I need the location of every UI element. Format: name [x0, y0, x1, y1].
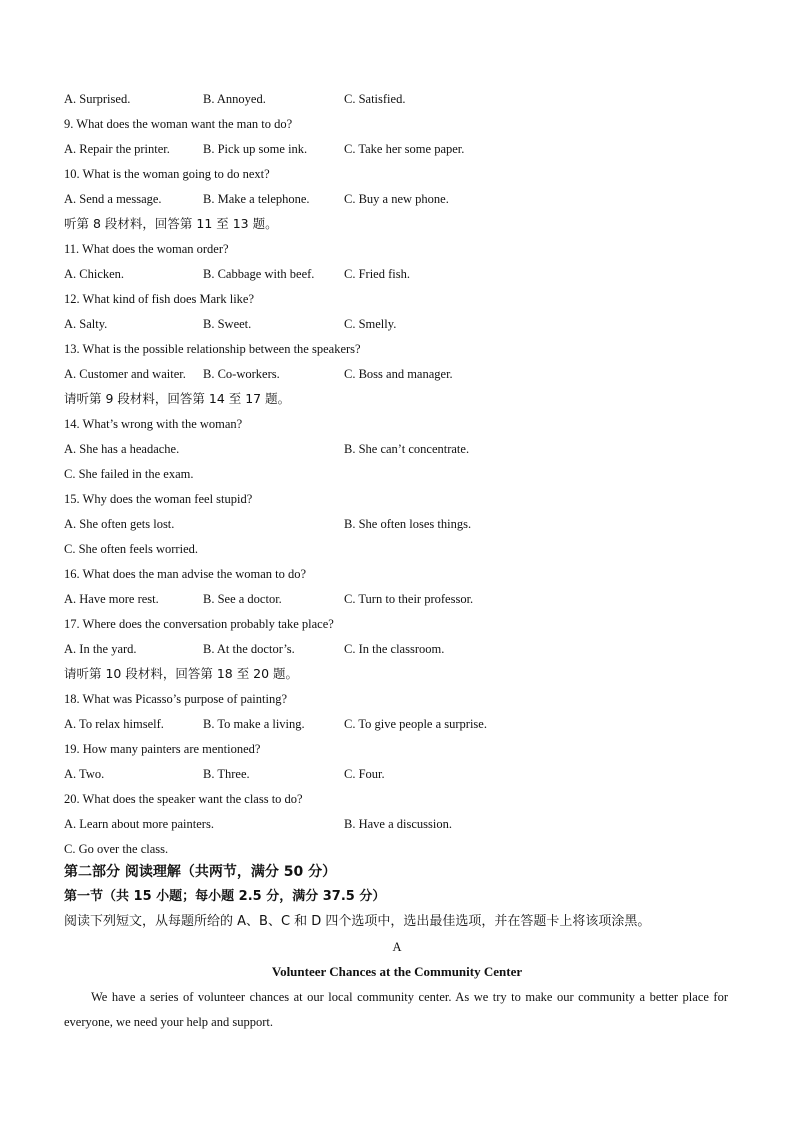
subsection-title: 第一节（共 15 小题；每小题 2.5 分，满分 37.5 分）	[64, 889, 386, 904]
question-text: 17. Where does the conversation probably take place?	[64, 617, 334, 631]
answer-option: B. Pick up some ink.	[203, 142, 308, 156]
question-text: 11. What does the woman order?	[64, 242, 229, 256]
answer-option: B. Have a discussion.	[344, 817, 452, 831]
answer-option: A. Send a message.	[64, 192, 162, 206]
answer-option: B. See a doctor.	[203, 592, 282, 606]
answer-option: B. Sweet.	[203, 317, 252, 331]
answer-option: B. She can’t concentrate.	[344, 442, 470, 456]
answer-option: A. To relax himself.	[64, 717, 164, 731]
answer-option: A. In the yard.	[64, 642, 137, 656]
answer-option: C. Satisfied.	[344, 92, 406, 106]
listening-instruction: 听第 8 段材料，回答第 11 至 13 题。	[64, 216, 278, 231]
answer-option: A. Chicken.	[64, 267, 125, 281]
answer-option: B. She often loses things.	[344, 517, 472, 531]
answer-option: A. Learn about more painters.	[64, 817, 214, 831]
answer-option: A. Salty.	[64, 317, 108, 331]
answer-option: A. Surprised.	[64, 92, 131, 106]
question-text: 9. What does the woman want the man to do?	[64, 117, 293, 131]
question-text: C. Go over the class.	[64, 842, 169, 856]
question-text: C. She often feels worried.	[64, 542, 198, 556]
section-title: 第二部分 阅读理解（共两节，满分 50 分）	[64, 864, 337, 880]
answer-option: A. Customer and waiter.	[64, 367, 186, 381]
answer-option: B. Annoyed.	[203, 92, 266, 106]
question-text: 13. What is the possible relationship between the speakers?	[64, 342, 361, 356]
answer-option: B. Make a telephone.	[203, 192, 310, 206]
answer-option: B. To make a living.	[203, 717, 305, 731]
answer-option: B. Cabbage with beef.	[203, 267, 315, 281]
answer-option: A. She has a headache.	[64, 442, 180, 456]
answer-option: A. She often gets lost.	[64, 517, 175, 531]
question-text: 16. What does the man advise the woman to do?	[64, 567, 307, 581]
answer-option: C. To give people a surprise.	[344, 717, 487, 731]
answer-option: A. Repair the printer.	[64, 142, 170, 156]
listening-instruction: 请听第 9 段材料，回答第 14 至 17 题。	[64, 391, 291, 406]
answer-option: B. Co-workers.	[203, 367, 280, 381]
question-text: 18. What was Picasso’s purpose of painting?	[64, 692, 287, 706]
answer-option: C. In the classroom.	[344, 642, 445, 656]
instructions: 阅读下列短文，从每题所给的 A、B、C 和 D 四个选项中，选出最佳选项，并在答题卡上将该项涂黑。	[64, 914, 651, 929]
answer-option: B. At the doctor’s.	[203, 642, 295, 656]
answer-option: A. Have more rest.	[64, 592, 159, 606]
question-text: 15. Why does the woman feel stupid?	[64, 492, 253, 506]
answer-option: C. Take her some paper.	[344, 142, 465, 156]
answer-option: C. Four.	[344, 767, 385, 781]
answer-option: C. Smelly.	[344, 317, 397, 331]
answer-option: C. Boss and manager.	[344, 367, 453, 381]
listening-instruction: 请听第 10 段材料，回答第 18 至 20 题。	[64, 666, 299, 681]
answer-option: C. Buy a new phone.	[344, 192, 449, 206]
answer-option: B. Three.	[203, 767, 250, 781]
question-text: 20. What does the speaker want the class to do?	[64, 792, 303, 806]
passage-letter: A	[392, 940, 402, 954]
answer-option: C. Turn to their professor.	[344, 592, 474, 606]
answer-option: C. Fried fish.	[344, 267, 410, 281]
passage-title: Volunteer Chances at the Community Center	[271, 964, 523, 979]
answer-option: A. Two.	[64, 767, 105, 781]
question-text: 14. What’s wrong with the woman?	[64, 417, 243, 431]
question-text: 19. How many painters are mentioned?	[64, 742, 261, 756]
question-text: C. She failed in the exam.	[64, 467, 194, 481]
passage-paragraph: We have a series of volunteer chances at our local community center. As we try to make our community a better place for everyone, we need your help and support.	[64, 990, 728, 1029]
question-text: 10. What is the woman going to do next?	[64, 167, 270, 181]
question-text: 12. What kind of fish does Mark like?	[64, 292, 255, 306]
